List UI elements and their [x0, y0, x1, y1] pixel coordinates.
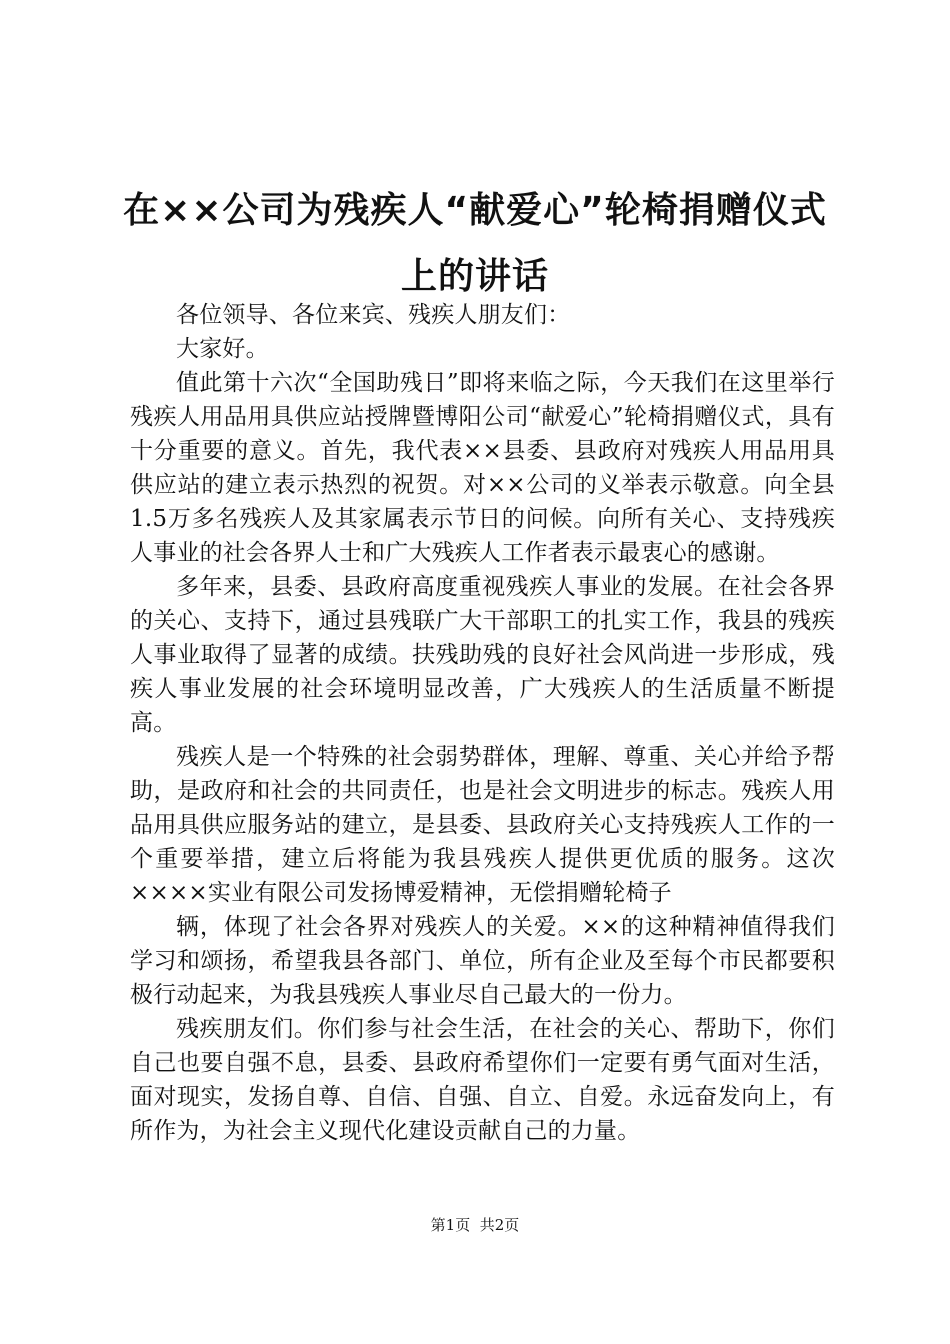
body-paragraph: 残疾朋友们。你们参与社会生活，在社会的关心、帮助下，你们自己也要自强不息，县委、县政府希望你们一定要有勇气面对生活，面对现实，发扬自尊、自信、自强、自立、自爱。永远奋发向上，有所作为，为社会主义现代化建设贡献自己的力量。 — [130, 1016, 835, 1144]
document-title: 在××公司为残疾人“献爱心”轮椅捐赠仪式上的讲话 — [123, 190, 827, 297]
page-footer — [0, 1215, 950, 1235]
body-paragraph: 值此第十六次“全国助残日”即将来临之际，今天我们在这里举行残疾人用品用具供应站授牌暨博阳公司“献爱心”轮椅捐赠仪式，具有十分重要的意义。首先，我代表××县委、县政府对残疾人用品用具供应站的建立表示热烈的祝贺。对××公司的义举表示敬意。向全县1.5万多名残疾人及其家属表示节日的问候。向所有关心、支持残疾人事业的社会各界人士和广大残疾人工作者表示最衷心的感谢。 — [130, 370, 835, 566]
page-number-total: 共2页 — [479, 1216, 520, 1234]
document-body — [130, 298, 835, 1148]
greeting-paragraph: 大家好。 — [176, 336, 269, 362]
body-paragraph: 辆，体现了社会各界对残疾人的关爱。××的这种精神值得我们学习和颂扬，希望我县各部门、单位，所有企业及至每个市民都要积极行动起来，为我县残疾人事业尽自己最大的一份力。 — [130, 914, 835, 1008]
body-paragraph: 残疾人是一个特殊的社会弱势群体，理解、尊重、关心并给予帮助，是政府和社会的共同责任，也是社会文明进步的标志。残疾人用品用具供应服务站的建立，是县委、县政府关心支持残疾人工作的一个重要举措，建立后将能为我县残疾人提供更优质的服务。这次××××实业有限公司发扬博爱精神，无偿捐赠轮椅子 — [130, 744, 835, 906]
body-paragraph: 多年来，县委、县政府高度重视残疾人事业的发展。在社会各界的关心、支持下，通过县残联广大干部职工的扎实工作，我县的残疾人事业取得了显著的成绩。扶残助残的良好社会风尚进一步形成，残疾人事业发展的社会环境明显改善，广大残疾人的生活质量不断提高。 — [130, 574, 835, 736]
salutation-paragraph: 各位领导、各位来宾、残疾人朋友们： — [176, 302, 571, 328]
page-number-current: 第1页 — [430, 1216, 471, 1234]
